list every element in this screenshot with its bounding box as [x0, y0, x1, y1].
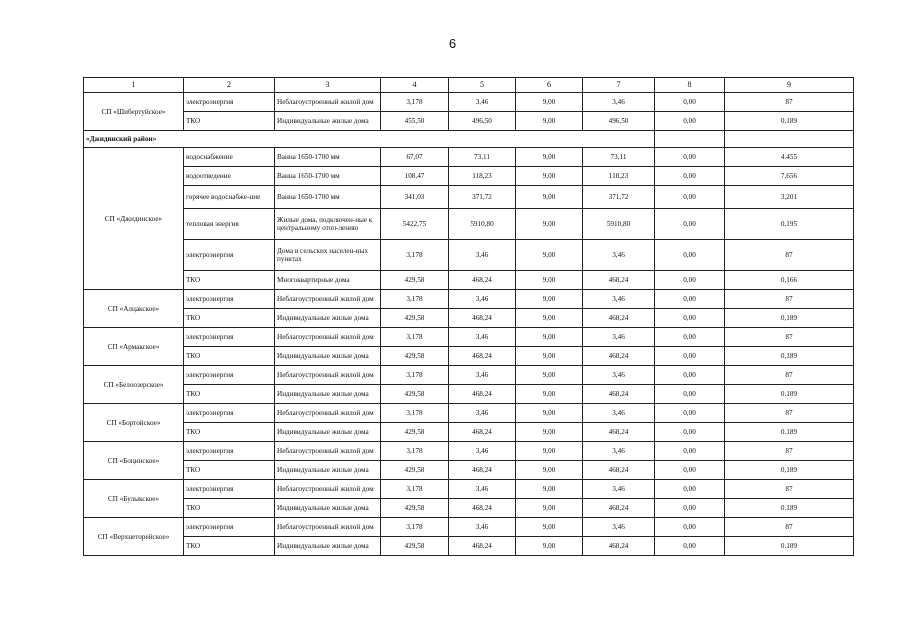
value-cell: 468,24 — [583, 461, 655, 480]
settlement-name: СП «Белоозерское» — [84, 366, 184, 404]
value-cell: 3,46 — [449, 366, 516, 385]
value-cell: 3,178 — [381, 328, 449, 347]
table-row — [84, 167, 854, 186]
category-cell: Жилые дома, подключен-ные к центральному отоп-лению — [275, 209, 381, 240]
value-cell: 0,00 — [655, 328, 725, 347]
service-cell: ТКО — [184, 385, 275, 404]
table-row — [84, 461, 854, 480]
value-cell: 0,189 — [725, 347, 854, 366]
service-cell: тепловая энергия — [184, 209, 275, 240]
category-cell: Индивидуальные жилые дома — [275, 347, 381, 366]
value-cell: 87 — [725, 93, 854, 112]
value-cell: 455,50 — [381, 112, 449, 131]
page-number: 6 — [448, 36, 457, 51]
category-cell: Индивидуальные жилые дома — [275, 461, 381, 480]
value-cell: 3,46 — [583, 366, 655, 385]
value-cell: 87 — [725, 290, 854, 309]
value-cell: 9,00 — [516, 442, 583, 461]
settlement-name: СП «Булыкское» — [84, 480, 184, 518]
value-cell: 9,00 — [516, 148, 583, 167]
value-cell: 73,11 — [449, 148, 516, 167]
table-row — [84, 186, 854, 209]
table-row — [84, 328, 854, 347]
value-cell: 0,00 — [655, 309, 725, 328]
value-cell: 9,00 — [516, 271, 583, 290]
settlement-name: СП «Армакское» — [84, 328, 184, 366]
value-cell: 468,24 — [449, 461, 516, 480]
value-cell: 0,00 — [655, 480, 725, 499]
value-cell: 3,46 — [583, 240, 655, 271]
value-cell: 3,46 — [449, 93, 516, 112]
value-cell: 3,46 — [449, 290, 516, 309]
value-cell: 9,00 — [516, 423, 583, 442]
value-cell: 3,46 — [449, 480, 516, 499]
value-cell: 468,24 — [449, 271, 516, 290]
table-row — [84, 480, 854, 499]
value-cell: 3,46 — [449, 240, 516, 271]
service-cell: водоснабжение — [184, 148, 275, 167]
service-cell: ТКО — [184, 347, 275, 366]
district-name: «Джидинский район» — [84, 131, 655, 148]
table-row — [84, 347, 854, 366]
value-cell: 3,46 — [449, 442, 516, 461]
value-cell: 87 — [725, 442, 854, 461]
value-cell: 9,00 — [516, 186, 583, 209]
value-cell: 0,00 — [655, 167, 725, 186]
value-cell: 468,24 — [583, 309, 655, 328]
value-cell: 3,46 — [449, 328, 516, 347]
value-cell: 0,00 — [655, 347, 725, 366]
value-cell: 9,00 — [516, 328, 583, 347]
value-cell: 9,00 — [516, 385, 583, 404]
value-cell: 0,00 — [655, 423, 725, 442]
category-cell: Неблагоустроенный жилой дом — [275, 328, 381, 347]
value-cell: 87 — [725, 366, 854, 385]
value-cell: 0,00 — [655, 499, 725, 518]
value-cell: 9,00 — [516, 347, 583, 366]
value-cell: 4.455 — [725, 148, 854, 167]
value-cell: 429,58 — [381, 423, 449, 442]
column-number: 6 — [516, 78, 583, 93]
table-row — [84, 366, 854, 385]
category-cell: Дома в сельских населен-ных пунктах — [275, 240, 381, 271]
value-cell: 0,00 — [655, 112, 725, 131]
value-cell: 87 — [725, 404, 854, 423]
column-number: 7 — [583, 78, 655, 93]
service-cell: электроэнергия — [184, 366, 275, 385]
service-cell: водоотведение — [184, 167, 275, 186]
value-cell: 371,72 — [583, 186, 655, 209]
value-cell: 0,166 — [725, 271, 854, 290]
value-cell: 468,24 — [583, 423, 655, 442]
value-cell: 9,00 — [516, 366, 583, 385]
value-cell: 496,50 — [449, 112, 516, 131]
value-cell: 3,178 — [381, 518, 449, 537]
table-row — [84, 518, 854, 537]
value-cell: 73,11 — [583, 148, 655, 167]
value-cell: 9,00 — [516, 518, 583, 537]
value-cell: 0,00 — [655, 186, 725, 209]
value-cell: 87 — [725, 480, 854, 499]
table-row — [84, 290, 854, 309]
category-cell: Неблагоустроенный жилой дом — [275, 366, 381, 385]
value-cell: 0,189 — [725, 112, 854, 131]
column-number: 8 — [655, 78, 725, 93]
column-number: 5 — [449, 78, 516, 93]
value-cell: 3,178 — [381, 442, 449, 461]
value-cell: 0,00 — [655, 366, 725, 385]
value-cell: 0,00 — [655, 93, 725, 112]
category-cell: Индивидуальные жилые дома — [275, 309, 381, 328]
value-cell: 3,178 — [381, 404, 449, 423]
value-cell: 429,58 — [381, 385, 449, 404]
category-cell: Неблагоустроенный жилой дом — [275, 518, 381, 537]
value-cell: 0,00 — [655, 461, 725, 480]
value-cell: 0,00 — [655, 385, 725, 404]
service-cell: ТКО — [184, 461, 275, 480]
value-cell: 9,00 — [516, 167, 583, 186]
value-cell: 468,24 — [583, 385, 655, 404]
value-cell: 5422,75 — [381, 209, 449, 240]
value-cell: 429,58 — [381, 309, 449, 328]
value-cell: 3,46 — [449, 404, 516, 423]
service-cell: электроэнергия — [184, 240, 275, 271]
category-cell: Индивидуальные жилые дома — [275, 537, 381, 556]
settlement-name: СП «Джидинское» — [84, 148, 184, 290]
service-cell: электроэнергия — [184, 328, 275, 347]
value-cell: 0.189 — [725, 385, 854, 404]
table-row — [84, 148, 854, 167]
service-cell: горячее водоснабже-ние — [184, 186, 275, 209]
value-cell: 468,24 — [449, 309, 516, 328]
value-cell: 9,00 — [516, 240, 583, 271]
value-cell: 468,24 — [449, 347, 516, 366]
service-cell: ТКО — [184, 423, 275, 442]
value-cell: 3,46 — [583, 290, 655, 309]
value-cell: 468,24 — [449, 423, 516, 442]
column-number: 3 — [275, 78, 381, 93]
service-cell: электроэнергия — [184, 404, 275, 423]
value-cell: 7,656 — [725, 167, 854, 186]
value-cell: 9,00 — [516, 480, 583, 499]
value-cell: 429,58 — [381, 271, 449, 290]
district-row — [84, 131, 854, 148]
value-cell: 118,23 — [583, 167, 655, 186]
value-cell: 9,00 — [516, 209, 583, 240]
service-cell: ТКО — [184, 112, 275, 131]
value-cell: 0,195 — [725, 209, 854, 240]
value-cell: 429,58 — [381, 537, 449, 556]
table-row — [84, 271, 854, 290]
value-cell: 5910,80 — [583, 209, 655, 240]
category-cell: Неблагоустроенный жилой дом — [275, 404, 381, 423]
value-cell: 0.189 — [725, 423, 854, 442]
value-cell: 341,03 — [381, 186, 449, 209]
value-cell: 0.189 — [725, 499, 854, 518]
value-cell: 9,00 — [516, 404, 583, 423]
table-row — [84, 309, 854, 328]
value-cell: 87 — [725, 518, 854, 537]
category-cell: Многоквартирные дома — [275, 271, 381, 290]
value-cell: 0,00 — [655, 240, 725, 271]
value-cell: 118,23 — [449, 167, 516, 186]
value-cell: 3,46 — [583, 518, 655, 537]
category-cell: Индивидуальные жилые дома — [275, 112, 381, 131]
value-cell: 108,47 — [381, 167, 449, 186]
settlement-name: СП «Шибертуйское» — [84, 93, 184, 131]
value-cell: 0,00 — [655, 148, 725, 167]
column-number: 2 — [184, 78, 275, 93]
service-cell: электроэнергия — [184, 93, 275, 112]
value-cell: 468,24 — [583, 271, 655, 290]
value-cell: 9,00 — [516, 93, 583, 112]
value-cell: 3,46 — [583, 442, 655, 461]
value-cell: 371,72 — [449, 186, 516, 209]
value-cell: 3,178 — [381, 480, 449, 499]
value-cell: 3,201 — [725, 186, 854, 209]
service-cell: электроэнергия — [184, 480, 275, 499]
category-cell: Индивидуальные жилые дома — [275, 385, 381, 404]
value-cell: 9,00 — [516, 499, 583, 518]
service-cell: ТКО — [184, 499, 275, 518]
service-cell: электроэнергия — [184, 518, 275, 537]
table-row — [84, 112, 854, 131]
table-row — [84, 209, 854, 240]
category-cell: Ванна 1650-1700 мм — [275, 167, 381, 186]
settlement-name: СП «Боцинское» — [84, 442, 184, 480]
value-cell: 468,24 — [449, 499, 516, 518]
value-cell: 9,00 — [516, 461, 583, 480]
category-cell: Индивидуальные жилые дома — [275, 499, 381, 518]
value-cell: 468,24 — [583, 347, 655, 366]
service-cell: ТКО — [184, 309, 275, 328]
value-cell: 9,00 — [516, 290, 583, 309]
tariff-table — [83, 77, 854, 556]
value-cell: 0,00 — [655, 404, 725, 423]
table-row — [84, 385, 854, 404]
value-cell: 3,46 — [583, 328, 655, 347]
table-row — [84, 423, 854, 442]
value-cell: 67,07 — [381, 148, 449, 167]
value-cell: 468,24 — [583, 537, 655, 556]
value-cell: 9,00 — [516, 309, 583, 328]
column-number: 1 — [84, 78, 184, 93]
value-cell: 3,178 — [381, 240, 449, 271]
category-cell: Ванна 1650-1700 мм — [275, 148, 381, 167]
value-cell: 3,178 — [381, 93, 449, 112]
value-cell: 3,46 — [583, 404, 655, 423]
value-cell: 429,58 — [381, 347, 449, 366]
value-cell: 0,00 — [655, 442, 725, 461]
category-cell: Неблагоустроенный жилой дом — [275, 442, 381, 461]
value-cell: 0,00 — [655, 209, 725, 240]
settlement-name: СП «Верхнеторейское» — [84, 518, 184, 556]
value-cell: 3,46 — [449, 518, 516, 537]
value-cell: 87 — [725, 240, 854, 271]
table-row — [84, 537, 854, 556]
table-row — [84, 404, 854, 423]
value-cell: 3,46 — [583, 93, 655, 112]
service-cell: электроэнергия — [184, 442, 275, 461]
value-cell: 3,178 — [381, 366, 449, 385]
value-cell: 0.189 — [725, 537, 854, 556]
value-cell: 429,58 — [381, 499, 449, 518]
value-cell: 468,24 — [449, 385, 516, 404]
empty-cell — [655, 131, 725, 148]
service-cell: ТКО — [184, 271, 275, 290]
value-cell: 0,00 — [655, 271, 725, 290]
category-cell: Неблагоустроенный жилой дом — [275, 480, 381, 499]
value-cell: 9,00 — [516, 537, 583, 556]
value-cell: 3,46 — [583, 480, 655, 499]
empty-cell — [725, 131, 854, 148]
table-row — [84, 93, 854, 112]
table-row — [84, 240, 854, 271]
category-cell: Ванна 1650-1700 мм — [275, 186, 381, 209]
category-cell: Неблагоустроенный жилой дом — [275, 290, 381, 309]
service-cell: электроэнергия — [184, 290, 275, 309]
value-cell: 468,24 — [449, 537, 516, 556]
column-number: 9 — [725, 78, 854, 93]
service-cell: ТКО — [184, 537, 275, 556]
column-number: 4 — [381, 78, 449, 93]
table-row — [84, 499, 854, 518]
value-cell: 3,178 — [381, 290, 449, 309]
value-cell: 5910,80 — [449, 209, 516, 240]
category-cell: Неблагоустроенный жилой дом — [275, 93, 381, 112]
value-cell: 9,00 — [516, 112, 583, 131]
value-cell: 0,00 — [655, 518, 725, 537]
value-cell: 496,50 — [583, 112, 655, 131]
value-cell: 0,189 — [725, 309, 854, 328]
table-row — [84, 442, 854, 461]
settlement-name: СП «Алцакское» — [84, 290, 184, 328]
value-cell: 0,00 — [655, 290, 725, 309]
category-cell: Индивидуальные жилые дома — [275, 423, 381, 442]
value-cell: 468,24 — [583, 499, 655, 518]
column-number-row — [84, 78, 854, 93]
value-cell: 87 — [725, 328, 854, 347]
value-cell: 0,00 — [655, 537, 725, 556]
value-cell: 429,58 — [381, 461, 449, 480]
settlement-name: СП «Бортойское» — [84, 404, 184, 442]
value-cell: 0,189 — [725, 461, 854, 480]
